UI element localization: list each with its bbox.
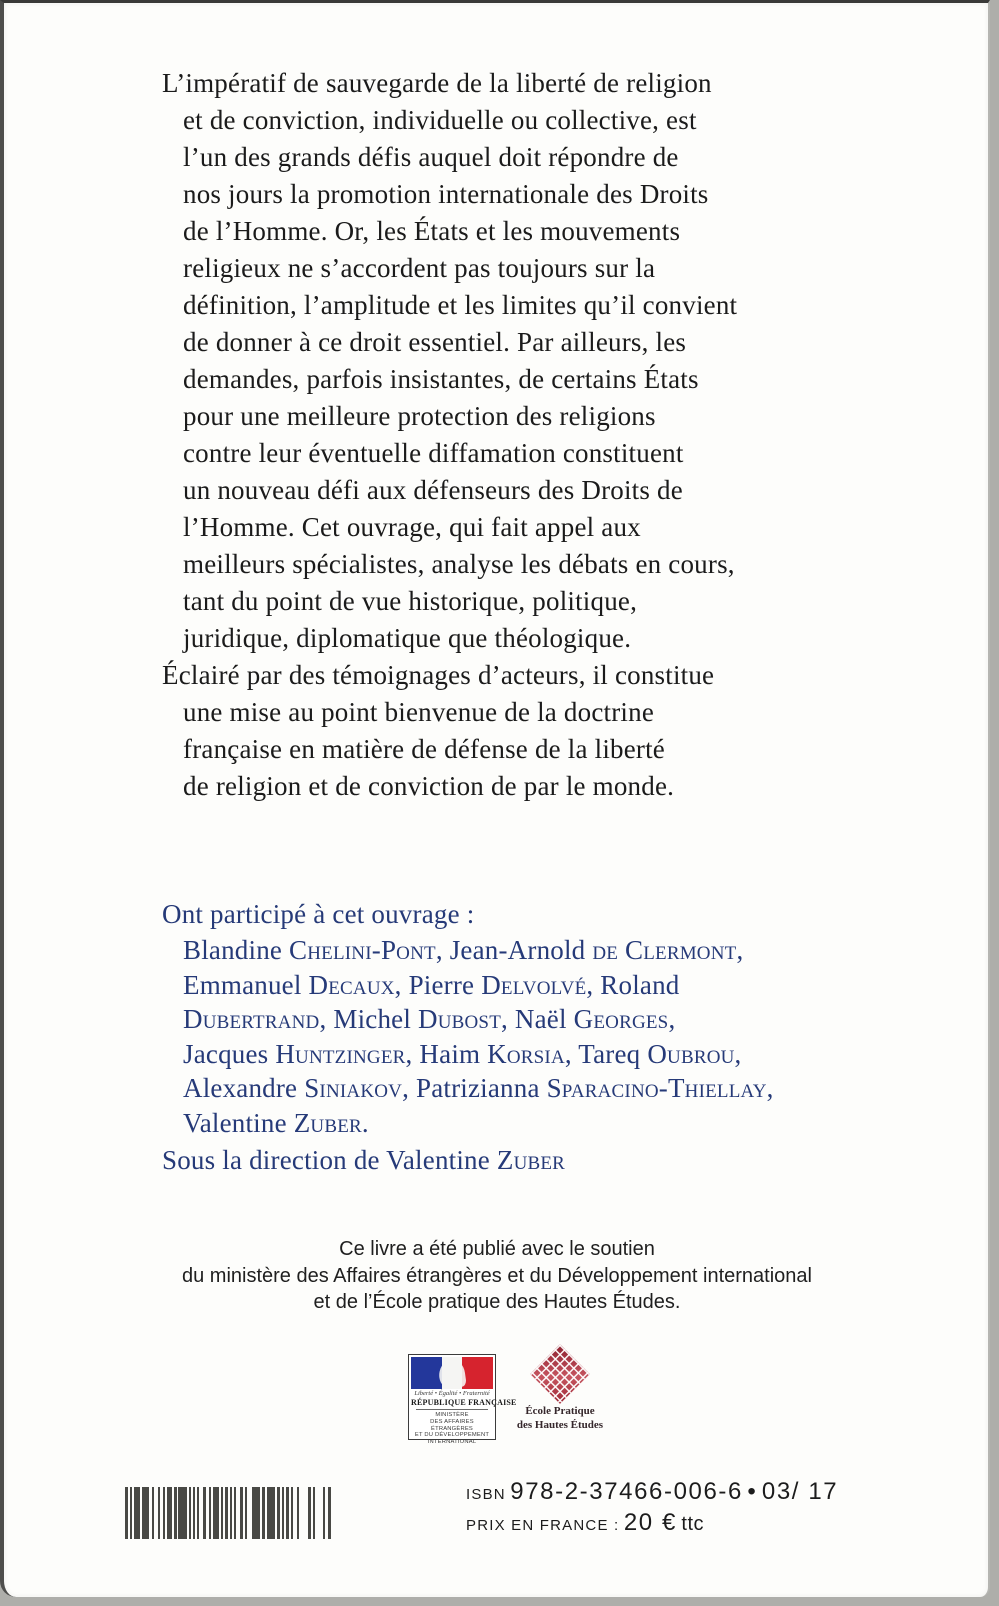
text-line: nos jours la promotion internationale des Droits — [183, 179, 709, 209]
text-line: L’impératif de sauvegarde de la liberté de religion — [162, 68, 712, 98]
price-line — [466, 1509, 838, 1540]
contributor-line — [162, 968, 774, 1003]
text-line: religieux ne s’accordent pas toujours sur la — [183, 253, 656, 283]
text-line: française en matière de défense de la liberté — [183, 734, 665, 764]
text-line: des Hautes Études — [516, 1418, 604, 1431]
name-text: , — [766, 1073, 774, 1104]
barcode — [125, 1487, 359, 1544]
text-line: Éclairé par des témoignages d’acteurs, il constitue — [162, 660, 715, 690]
editor-line — [162, 1142, 774, 1178]
price-value: 20 € — [623, 1509, 677, 1536]
surname-smallcaps: Zuber — [293, 1107, 362, 1138]
surname-smallcaps: Sparacino-Thiellay — [546, 1073, 767, 1104]
rf-divider — [416, 1409, 488, 1410]
text-line: pour une meilleure protection des religions — [183, 401, 656, 431]
surname-smallcaps: Chelini-Pont — [289, 935, 436, 965]
text-line: une mise au point bienvenue de la doctrine — [183, 697, 654, 727]
surname-smallcaps: Korsia — [487, 1038, 565, 1069]
contributor-line — [162, 1071, 774, 1106]
text-line: un nouveau défi aux défenseurs des Droits de — [183, 475, 683, 505]
name-text: , Pierre — [394, 969, 482, 1000]
contributors-heading: Ont participé à cet ouvrage : — [162, 899, 475, 929]
contributors-section — [162, 896, 774, 1178]
name-text: Emmanuel — [183, 969, 309, 1000]
surname-smallcaps: Zuber — [496, 1144, 566, 1175]
rf-motto: Liberté • Égalité • Fraternité — [414, 1390, 490, 1397]
ephe-diamond-icon — [530, 1344, 589, 1403]
contributor-line — [162, 933, 774, 968]
text-line: Ce livre a été publié avec le soutien — [339, 1238, 655, 1260]
name-text: , Patrizianna — [402, 1073, 547, 1104]
text-line: l’Homme. Cet ouvrage, qui fait appel aux — [183, 512, 641, 542]
synopsis — [162, 65, 737, 805]
text-line: ET DU DÉVELOPPEMENT — [414, 1432, 490, 1439]
name-text: , Haim — [405, 1038, 488, 1069]
isbn-line — [466, 1478, 838, 1509]
text-line: demandes, parfois insistantes, de certains États — [183, 364, 699, 394]
text-line: de donner à ce droit essentiel. Par ailleurs, les — [183, 327, 687, 357]
text-line: tant du point de vue historique, politique, — [183, 586, 638, 616]
text-line: l’un des grands défis auquel doit répondre de — [183, 142, 679, 172]
text-line: contre leur éventuelle diffamation constituent — [183, 438, 684, 468]
flag-blue-band — [411, 1357, 442, 1389]
surname-smallcaps: Decaux — [308, 969, 395, 1000]
name-text: , Tareq — [564, 1038, 648, 1069]
text-line: juridique, diplomatique que théologique. — [183, 623, 632, 653]
name-text: , — [668, 1004, 676, 1035]
text-line: meilleurs spécialistes, analyse les débats en cours, — [183, 549, 735, 579]
name-text: Alexandre — [183, 1073, 305, 1104]
surname-smallcaps: Georges — [573, 1004, 669, 1035]
text-line: et de l’École pratique des Hautes Études. — [313, 1291, 681, 1313]
publisher-support-note — [4, 1236, 990, 1316]
text-line: DES AFFAIRES ÉTRANGÈRES — [430, 1418, 474, 1432]
ephe-logo — [502, 1347, 618, 1432]
text-line: INTERNATIONAL — [427, 1439, 477, 1446]
name-text: Sous la direction de Valentine — [162, 1144, 497, 1175]
text-line: et de conviction, individuelle ou collective, est — [183, 105, 697, 135]
contributor-line — [162, 1106, 774, 1141]
name-text: Valentine — [183, 1107, 294, 1138]
text-line: MINISTÈRE — [435, 1412, 469, 1418]
synopsis-paragraph-2 — [162, 657, 737, 805]
text-line: de religion et de conviction de par le monde. — [183, 771, 675, 801]
surname-smallcaps: Dubertrand — [183, 1004, 320, 1035]
surname-smallcaps: de Clermont — [592, 935, 737, 965]
isbn-label: ISBN — [466, 1486, 506, 1503]
isbn-separator: • — [747, 1478, 758, 1505]
name-text: , — [734, 1038, 742, 1069]
name-text: , — [736, 935, 744, 965]
edition-date: 03/ 17 — [761, 1478, 839, 1505]
text-line: de l’Homme. Or, les États et les mouvements — [183, 216, 681, 246]
text-line: du ministère des Affaires étrangères et du Développement international — [181, 1264, 812, 1287]
text-line: École Pratique — [525, 1405, 595, 1417]
price-suffix: ttc — [681, 1513, 705, 1535]
name-text: , Naël — [501, 1004, 574, 1035]
isbn-price-block — [466, 1478, 838, 1540]
surname-smallcaps: Dubost — [418, 1004, 502, 1035]
surname-smallcaps: Huntzinger — [275, 1038, 406, 1069]
contributor-line — [162, 1002, 774, 1037]
surname-smallcaps: Delvolvé — [481, 969, 587, 1000]
french-flag-icon — [411, 1357, 493, 1389]
name-text: Blandine — [183, 935, 290, 965]
name-text: , Michel — [319, 1004, 419, 1035]
text-line: définition, l’amplitude et les limites qu’il convient — [183, 290, 738, 320]
price-label: PRIX EN FRANCE : — [466, 1517, 620, 1534]
name-text: , Jean-Arnold — [435, 935, 593, 965]
ministry-name — [411, 1412, 493, 1446]
name-text: . — [361, 1107, 369, 1138]
synopsis-paragraph-1 — [162, 65, 737, 657]
flag-red-band — [462, 1357, 493, 1389]
surname-smallcaps: Oubrou — [647, 1038, 735, 1069]
contributor-line — [162, 1037, 774, 1072]
rf-name: RÉPUBLIQUE FRANÇAISE — [411, 1398, 517, 1407]
name-text: Jacques — [183, 1038, 276, 1069]
ephe-name — [502, 1405, 618, 1432]
surname-smallcaps: Siniakov — [304, 1073, 403, 1104]
name-text: , Roland — [586, 969, 680, 1000]
isbn-value: 978-2-37466-006-6 — [510, 1478, 743, 1505]
barcode-image — [125, 1487, 359, 1539]
republique-francaise-logo — [408, 1354, 517, 1446]
